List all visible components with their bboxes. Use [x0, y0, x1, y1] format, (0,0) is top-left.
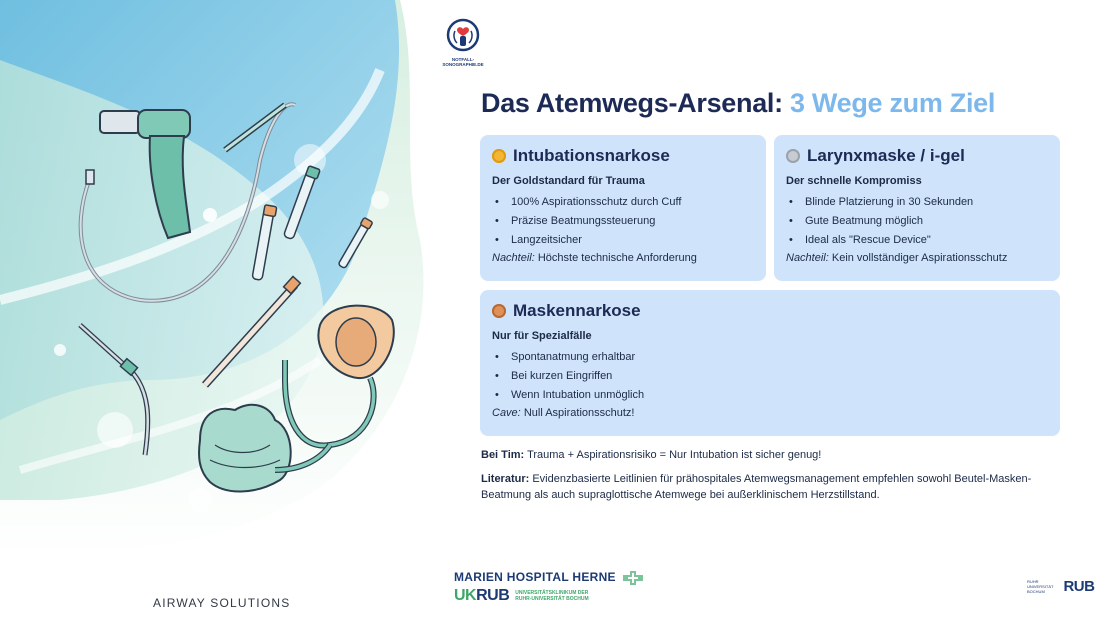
card-note: [492, 252, 754, 264]
list-item: • Blinde Platzierung in 30 Sekunden: [786, 193, 1048, 212]
list-item: • Bei kurzen Eingriffen: [492, 367, 1048, 386]
card-note: [492, 407, 1048, 419]
list-item: • Langzeitsicher: [492, 231, 754, 250]
tim-text: Trauma + Aspirationsrisiko = Nur Intubation ist sicher genug!: [527, 449, 822, 461]
ultrasound-heart-icon: [446, 18, 480, 52]
gold-medal-icon: [492, 149, 506, 163]
note-text: Null Aspirationsschutz!: [523, 407, 635, 419]
tim-label: Bei Tim:: [481, 449, 525, 461]
cross-logo-icon: [623, 571, 643, 585]
list-item: • Präzise Beatmungssteuerung: [492, 212, 754, 231]
airway-illustration: [0, 0, 440, 630]
marien-hospital-name: MARIEN HOSPITAL HERNE: [454, 570, 624, 585]
card-header: [492, 301, 1048, 321]
card-subtitle: Nur für Spezialfälle: [492, 330, 592, 342]
note-text: Höchste technische Anforderung: [537, 252, 697, 264]
literature-text: Evidenzbasierte Leitlinien für prähospitales Atemwegsmanagement empfehlen sowohl Beutel-Masken-Beatmung als auch supraglottische Atemwege bei außerklinischem Herzstillstand.: [481, 473, 1032, 501]
ukrub-wordmark: UKRUB: [454, 586, 510, 604]
notfall-logo-text: NOTFALL-SONOGRAPHIE.DE: [442, 57, 484, 67]
list-item: • Ideal als "Rescue Device": [786, 231, 1048, 250]
card-intubationsnarkose: [480, 135, 766, 281]
literature-label: Literatur:: [481, 473, 530, 485]
title-main: Das Atemwegs-Arsenal:: [481, 88, 783, 118]
card-note: [786, 252, 1048, 264]
list-item: • Gute Beatmung möglich: [786, 212, 1048, 231]
list-item: • 100% Aspirationsschutz durch Cuff: [492, 193, 754, 212]
card-subtitle: Der schnelle Kompromiss: [786, 175, 922, 187]
note-label: Cave:: [492, 407, 521, 419]
airway-solutions-label: AIRWAY SOLUTIONS: [153, 596, 291, 610]
list-item: • Wenn Intubation unmöglich: [492, 386, 1048, 405]
marien-hospital-logo: [454, 570, 624, 610]
list-item: • Spontanatmung erhaltbar: [492, 348, 1048, 367]
notfall-sonographie-logo: [441, 18, 485, 68]
literature-statement: [481, 471, 1051, 503]
card-title: Larynxmaske / i-gel: [807, 146, 965, 165]
card-list: [492, 193, 754, 250]
rub-wordmark: RUB: [1063, 578, 1095, 595]
card-larynxmaske: [774, 135, 1060, 281]
bronze-medal-icon: [492, 304, 506, 318]
tim-statement: [481, 447, 1061, 463]
card-subtitle: Der Goldstandard für Trauma: [492, 175, 645, 187]
page-title: [481, 88, 995, 119]
card-list: [492, 348, 1048, 405]
note-label: Nachteil:: [786, 252, 829, 264]
rub-logo: [1027, 578, 1094, 595]
note-text: Kein vollständiger Aspirationsschutz: [831, 252, 1008, 264]
ukrub-subtitle: UNIVERSITÄTSKLINIKUM DER RUHR-UNIVERSITÄT BOCHUM: [515, 589, 589, 602]
card-maskennarkose: [480, 290, 1060, 436]
note-label: Nachteil:: [492, 252, 535, 264]
title-accent: 3 Wege zum Ziel: [790, 88, 996, 118]
card-title: Maskennarkose: [513, 301, 641, 320]
illustration-svg: [0, 0, 440, 630]
rub-small-text: RUHR UNIVERSITÄT BOCHUM: [1027, 579, 1054, 594]
card-header: [786, 146, 1048, 166]
card-header: [492, 146, 754, 166]
silver-medal-icon: [786, 149, 800, 163]
ukrub-row: [454, 587, 624, 605]
card-list: [786, 193, 1048, 250]
card-title: Intubationsnarkose: [513, 146, 670, 165]
